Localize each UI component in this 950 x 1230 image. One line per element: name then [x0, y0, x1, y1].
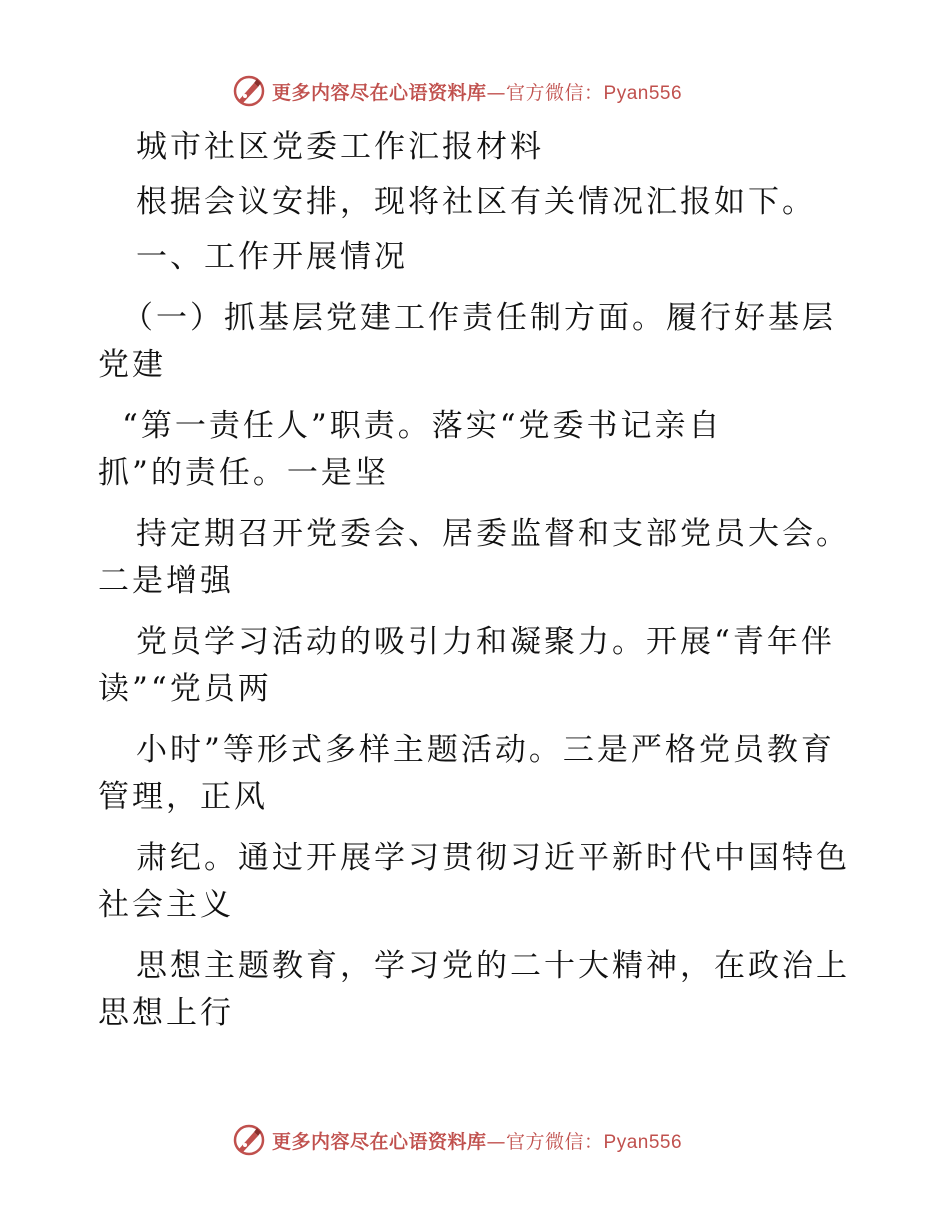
- pen-logo-icon: [232, 74, 266, 108]
- watermark-handle: Pyan556: [603, 1131, 683, 1153]
- pen-logo-icon: [232, 1123, 266, 1157]
- watermark-dash: —: [486, 81, 507, 104]
- body-line: 党员学习活动的吸引力和凝聚力。开展“青年伴: [136, 624, 835, 660]
- watermark-wechat-label: 官方微信：: [506, 81, 604, 104]
- body-line: 肃纪。通过开展学习贯彻习近平新时代中国特色: [136, 840, 850, 876]
- body-line: 小时”等形式多样主题活动。三是严格党员教育: [136, 732, 835, 768]
- document-title: 城市社区党委工作汇报材料: [136, 129, 544, 165]
- body-line: “第一责任人”职责。落实“党委书记亲自: [122, 408, 723, 444]
- body-line: 管理，正风: [98, 779, 268, 815]
- watermark-text: [272, 78, 682, 105]
- watermark-brand: 更多内容尽在心语资料库: [272, 81, 487, 104]
- body-line: 二是增强: [98, 563, 234, 599]
- body-line: 读”“党员两: [98, 671, 272, 707]
- body-line: 社会主义: [98, 887, 234, 923]
- intro-paragraph: 根据会议安排，现将社区有关情况汇报如下。: [136, 184, 816, 220]
- body-line: 持定期召开党委会、居委监督和支部党员大会。: [136, 516, 850, 552]
- body-line: 思想主题教育，学习党的二十大精神，在政治上: [136, 948, 850, 984]
- watermark-text: [272, 1127, 682, 1154]
- header-watermark: [232, 73, 682, 109]
- watermark-handle: Pyan556: [603, 82, 683, 104]
- footer-watermark: [232, 1122, 682, 1158]
- watermark-brand: 更多内容尽在心语资料库: [272, 1130, 487, 1153]
- body-line: 党建: [98, 347, 166, 383]
- body-line: 思想上行: [98, 995, 234, 1031]
- watermark-dash: —: [486, 1130, 507, 1153]
- watermark-wechat-label: 官方微信：: [506, 1130, 604, 1153]
- document-body: [98, 124, 868, 1037]
- section-heading: 一、工作开展情况: [136, 239, 408, 275]
- body-line: （一）抓基层党建工作责任制方面。履行好基层: [122, 300, 836, 336]
- body-line: 抓”的责任。一是坚: [98, 455, 389, 491]
